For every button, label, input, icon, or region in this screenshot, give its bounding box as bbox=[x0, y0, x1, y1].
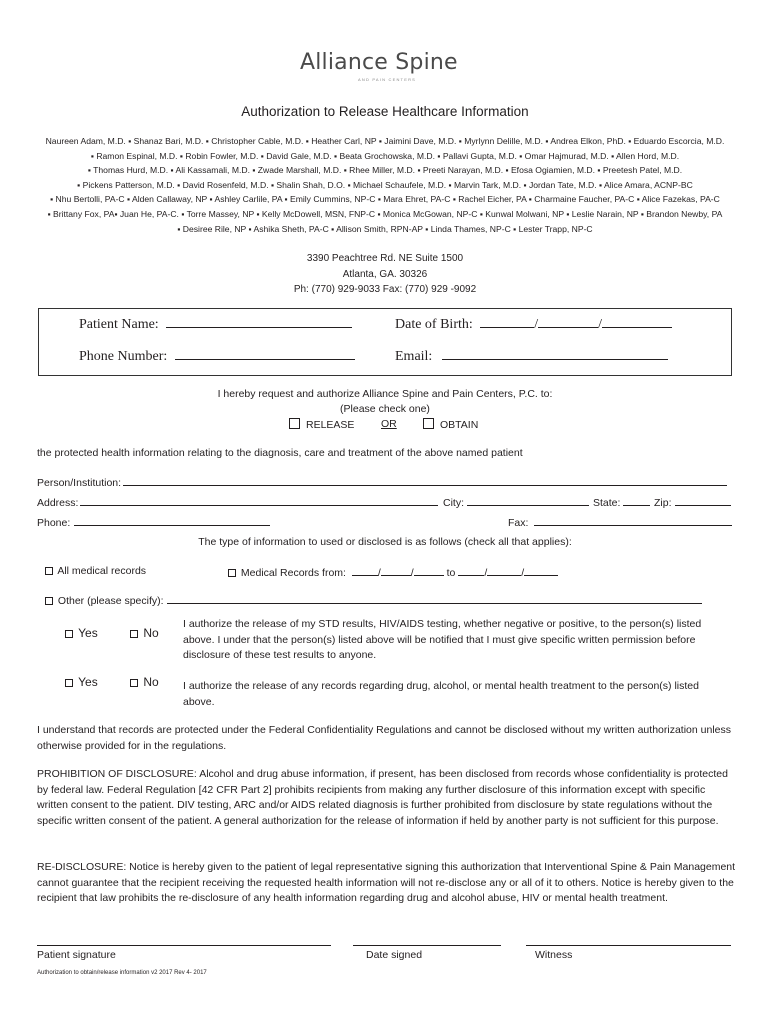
page-title: Authorization to Release Healthcare Information bbox=[241, 104, 529, 119]
records-from-checkbox[interactable] bbox=[228, 569, 236, 577]
other-checkbox[interactable] bbox=[45, 597, 53, 605]
release-checkbox[interactable] bbox=[289, 418, 300, 429]
std-yes-checkbox[interactable] bbox=[65, 630, 73, 638]
state-field[interactable] bbox=[593, 495, 650, 509]
clinic-address bbox=[0, 251, 770, 298]
zip-field[interactable] bbox=[654, 495, 731, 509]
other-option[interactable] bbox=[45, 593, 702, 607]
provider-line: Naureen Adam, M.D. ▪ Shanaz Bari, M.D. ▪ Christopher Cable, M.D. ▪ Heather Carl, NP ▪ Jaimini Dave, M.D. ▪ Myrlynn Delille, M.D. ▪ Andrea Elkon, PhD. ▪ Eduardo Escorcia, M.D. bbox=[45, 136, 725, 146]
drug-no-checkbox[interactable] bbox=[130, 679, 138, 687]
recipient-phone-label: Phone: bbox=[37, 517, 71, 529]
state-label: State: bbox=[593, 497, 621, 509]
records-from-option[interactable]: Medical Records from: / / to / / bbox=[228, 565, 558, 579]
logo bbox=[300, 44, 480, 94]
email-label: Email: bbox=[395, 349, 433, 364]
person-institution-label: Person/Institution: bbox=[37, 477, 122, 489]
phone-number-label: Phone Number: bbox=[79, 349, 168, 364]
redisclosure-paragraph: RE-DISCLOSURE: Notice is hereby given to the patient of legal representative signing this authorization that Interventional Spine & Pain Management cannot guarantee that the recipient receiving the requested health information will not re-disclose any or all of it to others. Notice is hereby given to the recipient that law prohibits the re-disclosure of any health information regarding drug and alcohol abuse, HIV or mental health treatment. bbox=[37, 861, 736, 905]
drug-consent-yes[interactable] bbox=[65, 675, 98, 689]
fax-field[interactable] bbox=[508, 515, 732, 529]
dob-label: Date of Birth: bbox=[395, 317, 473, 332]
prohibition-paragraph: PROHIBITION OF DISCLOSURE: Alcohol and drug abuse information, if present, has been disclosed from records whose confidentiality is protected by federal law. Federal Regulation [42 CFR Part 2] prohibits recipients from making any further disclosure of this information except with specific written consent to the patient. DIV testing, ARC and/or AIDS related diagnosis is further prohibited from disclosure by state regulations without the specific written consent of the patient. A general authorization for the release of information if held by another party is not sufficient for this purpose. bbox=[37, 768, 728, 827]
patient-signature-line[interactable] bbox=[37, 945, 331, 946]
std-yes-label: Yes bbox=[75, 626, 98, 640]
city-field[interactable] bbox=[443, 495, 589, 509]
city-label: City: bbox=[443, 497, 464, 509]
logo-name: Alliance Spine bbox=[300, 50, 458, 75]
provider-line: ▪ Pickens Patterson, M.D. ▪ David Rosenfeld, M.D. ▪ Shalin Shah, D.O. ▪ Michael Schaufele, M.D. ▪ Marvin Tark, M.D. ▪ Jordan Tate, M.D. ▪ Alice Amara, ACNP-BC bbox=[77, 179, 693, 190]
std-no-checkbox[interactable] bbox=[130, 630, 138, 638]
email-field[interactable] bbox=[395, 349, 668, 365]
patient-signature-label: Patient signature bbox=[37, 949, 116, 961]
drug-yes-checkbox[interactable] bbox=[65, 679, 73, 687]
request-intro bbox=[0, 387, 770, 417]
date-signed-label: Date signed bbox=[366, 949, 423, 961]
provider-line: ▪ Thomas Hurd, M.D. ▪ Ali Kassamali, M.D. ▪ Zwade Marshall, M.D. ▪ Rhee Miller, M.D. ▪ Preeti Narayan, M.D. ▪ Efosa Ogiamien, M.D. ▪ Preetesh Patel, M.D. bbox=[87, 165, 683, 176]
obtain-checkbox[interactable] bbox=[423, 418, 434, 429]
dob-field[interactable]: Date of Birth: / / bbox=[395, 317, 672, 333]
request-instruction: (Please check one) bbox=[340, 403, 430, 415]
fax-label: Fax: bbox=[508, 517, 529, 529]
records-from-label: Medical Records from: bbox=[238, 567, 346, 579]
provider-list bbox=[0, 134, 770, 236]
or-label: OR bbox=[381, 418, 397, 430]
address-phone: Ph: (770) 929-9033 Fax: (770) 929 -9092 bbox=[293, 284, 477, 295]
records-to-label: to bbox=[446, 567, 456, 579]
address-street: 3390 Peachtree Rd. NE Suite 1500 bbox=[306, 253, 464, 264]
federal-regulation-paragraph: I understand that records are protected under the Federal Confidentiality Regulations and cannot be disclosed without my written authorization unless otherwise provided for in the regulations. bbox=[37, 724, 731, 752]
date-signed-line[interactable] bbox=[353, 945, 501, 946]
witness-line[interactable] bbox=[526, 945, 731, 946]
request-line: I hereby request and authorize Alliance Spine and Pain Centers, P.C. to: bbox=[217, 388, 553, 400]
address-label: Address: bbox=[37, 497, 79, 509]
info-type-intro: The type of information to used or disclosed is as follows (check all that applies): bbox=[198, 536, 572, 548]
phi-statement: the protected health information relating to the diagnosis, care and treatment of the above named patient bbox=[37, 447, 523, 459]
all-records-option[interactable] bbox=[45, 565, 146, 577]
drug-consent-no[interactable] bbox=[130, 675, 159, 689]
drug-consent-text: I authorize the release of any records regarding drug, alcohol, or mental health treatment to the person(s) listed above. bbox=[183, 680, 699, 708]
drug-yes-label: Yes bbox=[75, 675, 98, 689]
all-records-label: All medical records bbox=[55, 565, 147, 577]
patient-name-label: Patient Name: bbox=[79, 317, 159, 332]
drug-no-label: No bbox=[140, 675, 159, 689]
release-label: RELEASE bbox=[306, 419, 355, 431]
provider-line: ▪ Brittany Fox, PA▪ Juan He, PA-C. ▪ Torre Massey, NP ▪ Kelly McDowell, MSN, FNP-C ▪ Monica McGowan, NP-C ▪ Kunwal Molwani, NP ▪ Leslie Narain, NP ▪ Brandon Newby, PA bbox=[47, 208, 723, 219]
std-consent-text: I authorize the release of my STD results, HIV/AIDS testing, whether negative or positive, to the person(s) listed above. I under that the person(s) listed above will be notified that I must give specific written permission before disclosure of these test results to anyone. bbox=[183, 618, 702, 662]
person-institution-field[interactable] bbox=[37, 475, 727, 489]
std-consent-yes[interactable] bbox=[65, 626, 98, 640]
footer-version: Authorization to obtain/release information v2 2017 Rev 4- 2017 bbox=[37, 970, 207, 976]
phone-number-field[interactable] bbox=[79, 349, 355, 365]
recipient-phone-field[interactable] bbox=[37, 515, 270, 529]
provider-line: ▪ Ramon Espinal, M.D. ▪ Robin Fowler, M.D. ▪ David Gale, M.D. ▪ Beata Grochowska, M.D. ▪ Pallavi Gupta, M.D. ▪ Omar Hajmurad, M.D. ▪ Allen Hord, M.D. bbox=[90, 150, 680, 161]
logo-subtext: AND PAIN CENTERS bbox=[358, 77, 417, 82]
obtain-label: OBTAIN bbox=[440, 419, 479, 431]
obtain-option[interactable] bbox=[423, 418, 478, 431]
witness-label: Witness bbox=[535, 949, 573, 961]
address-city: Atlanta, GA. 30326 bbox=[342, 268, 428, 280]
release-option[interactable] bbox=[289, 418, 354, 431]
patient-info-box bbox=[38, 308, 732, 376]
provider-line: ▪ Nhu Bertolli, PA-C ▪ Alden Callaway, NP ▪ Ashley Carlile, PA ▪ Emily Cummins, NP-C ▪ Mara Ehret, PA-C ▪ Rachel Eicher, PA ▪ Charmaine Faucher, PA-C ▪ Alice Fazekas, PA-C bbox=[50, 194, 720, 205]
zip-label: Zip: bbox=[654, 497, 672, 509]
provider-line: ▪ Desiree Rile, NP ▪ Ashika Sheth, PA-C ▪ Allison Smith, RPN-AP ▪ Linda Thames, NP-C ▪ Lester Trapp, NP-C bbox=[177, 223, 593, 234]
address-field[interactable] bbox=[37, 495, 438, 509]
std-no-label: No bbox=[140, 626, 159, 640]
std-consent-no[interactable] bbox=[130, 626, 159, 640]
patient-name-field[interactable] bbox=[79, 317, 352, 333]
other-label: Other (please specify): bbox=[55, 595, 164, 607]
all-records-checkbox[interactable] bbox=[45, 567, 53, 575]
